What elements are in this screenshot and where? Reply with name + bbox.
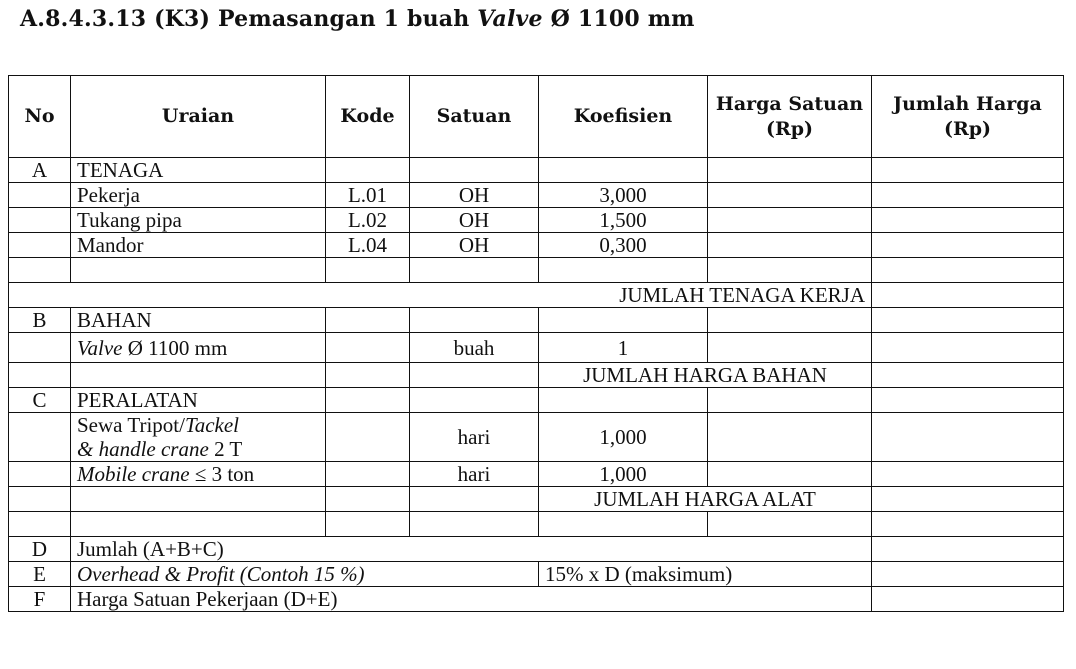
subtotal-row-tenaga	[9, 283, 1064, 308]
subtotal-label: JUMLAH HARGA BAHAN	[539, 363, 872, 388]
subtotal-label: JUMLAH HARGA ALAT	[539, 487, 872, 512]
subtotal-row-bahan	[9, 363, 1064, 388]
kode-cell: L.02	[326, 208, 410, 233]
row-label: Overhead & Profit (Contoh 15 %)	[71, 562, 539, 587]
koefisien-cell: 1,000	[539, 413, 708, 462]
subtotal-row-alat	[9, 487, 1064, 512]
satuan-cell: OH	[410, 183, 539, 208]
header-koefisien: Koefisien	[539, 76, 708, 158]
header-row	[9, 76, 1064, 158]
header-kode: Kode	[326, 76, 410, 158]
row-no: D	[9, 537, 71, 562]
uraian-cell: Sewa Tripot/Tackel & handle crane 2 T	[71, 413, 326, 462]
table-row	[9, 462, 1064, 487]
header-uraian: Uraian	[71, 76, 326, 158]
table-row	[9, 233, 1064, 258]
header-no: No	[9, 76, 71, 158]
satuan-cell: buah	[410, 333, 539, 363]
table-row	[9, 183, 1064, 208]
page-title: A.8.4.3.13 (K3) Pemasangan 1 buah Valve Ø 1100 mm	[20, 6, 695, 32]
section-a-row	[9, 158, 1064, 183]
uraian-cell: Mandor	[71, 233, 326, 258]
overhead-value: 15% x D (maksimum)	[539, 562, 872, 587]
total-row-d	[9, 537, 1064, 562]
koefisien-cell: 1,000	[539, 462, 708, 487]
uraian-cell: Tukang pipa	[71, 208, 326, 233]
total-row-e	[9, 562, 1064, 587]
row-label: Harga Satuan Pekerjaan (D+E)	[71, 587, 872, 612]
blank-row	[9, 258, 1064, 283]
satuan-cell: hari	[410, 413, 539, 462]
cost-analysis-table	[8, 75, 1064, 612]
header-jumlah-harga: Jumlah Harga (Rp)	[872, 76, 1064, 158]
row-label: Jumlah (A+B+C)	[71, 537, 872, 562]
row-no: F	[9, 587, 71, 612]
section-no: B	[9, 308, 71, 333]
row-no: E	[9, 562, 71, 587]
section-label: BAHAN	[71, 308, 326, 333]
header-satuan: Satuan	[410, 76, 539, 158]
koefisien-cell: 0,300	[539, 233, 708, 258]
table-row	[9, 208, 1064, 233]
table-row	[9, 413, 1064, 462]
satuan-cell: hari	[410, 462, 539, 487]
blank-row	[9, 512, 1064, 537]
koefisien-cell: 1	[539, 333, 708, 363]
section-label: TENAGA	[71, 158, 326, 183]
uraian-cell: Pekerja	[71, 183, 326, 208]
section-c-row	[9, 388, 1064, 413]
kode-cell: L.01	[326, 183, 410, 208]
section-b-row	[9, 308, 1064, 333]
satuan-cell: OH	[410, 233, 539, 258]
satuan-cell: OH	[410, 208, 539, 233]
subtotal-label: JUMLAH TENAGA KERJA	[9, 283, 872, 308]
header-harga-satuan: Harga Satuan (Rp)	[708, 76, 872, 158]
table-row	[9, 333, 1064, 363]
section-no: A	[9, 158, 71, 183]
uraian-cell: Valve Ø 1100 mm	[71, 333, 326, 363]
uraian-cell: Mobile crane ≤ 3 ton	[71, 462, 326, 487]
kode-cell: L.04	[326, 233, 410, 258]
koefisien-cell: 1,500	[539, 208, 708, 233]
total-row-f	[9, 587, 1064, 612]
koefisien-cell: 3,000	[539, 183, 708, 208]
section-label: PERALATAN	[71, 388, 326, 413]
section-no: C	[9, 388, 71, 413]
